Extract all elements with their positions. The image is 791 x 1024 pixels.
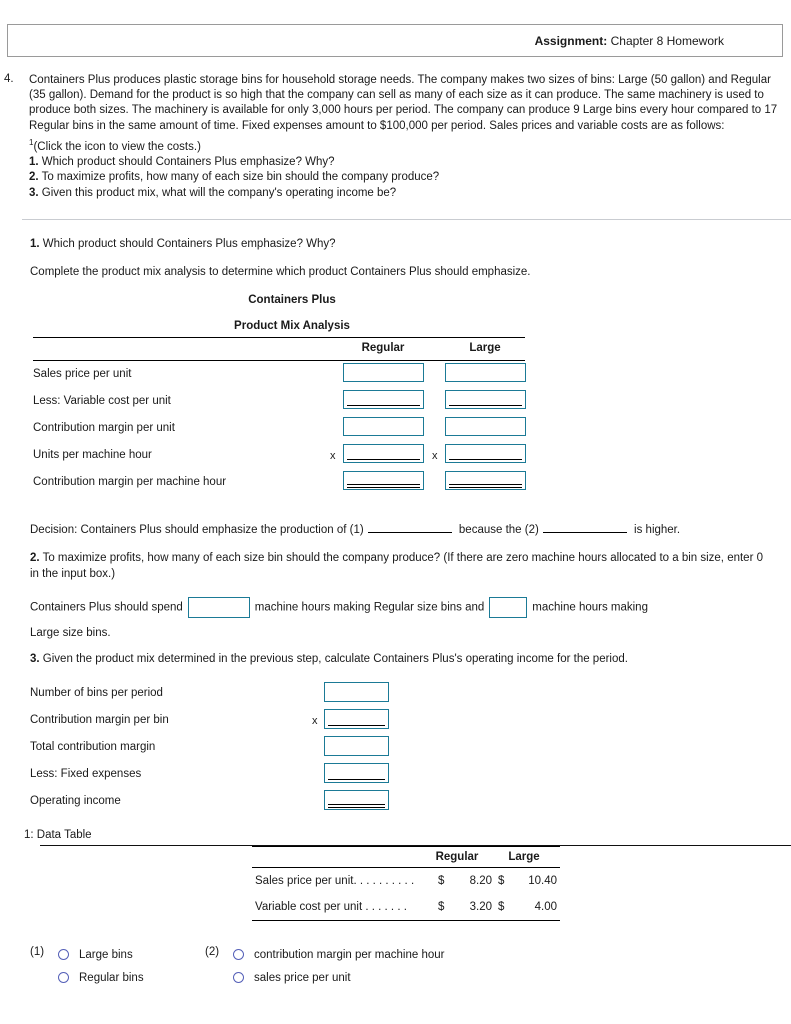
- input-fixed-expenses[interactable]: [324, 763, 389, 783]
- row-label-contribution-margin-per-unit: Contribution margin per unit: [33, 422, 175, 434]
- input-contribution-margin-per-bin[interactable]: [324, 709, 389, 729]
- table-row: [252, 868, 560, 894]
- value-variable-cost-large: 4.00: [534, 901, 557, 913]
- table-row: [33, 469, 525, 496]
- input-units-per-machine-hour-large[interactable]: [445, 444, 526, 463]
- radio-option-label: contribution margin per machine hour: [254, 948, 445, 961]
- part2-answer-line2: Large size bins.: [30, 627, 111, 639]
- currency-symbol-large: $: [498, 901, 505, 913]
- column-header-regular: Regular: [361, 342, 405, 354]
- click-icon-line[interactable]: [29, 135, 779, 155]
- assignment-value: Chapter 8 Homework: [610, 34, 724, 48]
- row-label-number-of-bins-per-period: Number of bins per period: [30, 687, 163, 699]
- part1-heading: [30, 238, 336, 250]
- assignment-label: Assignment:: [534, 34, 608, 48]
- currency-symbol-regular: $: [438, 901, 445, 913]
- sub-question-3-text: Given this product mix, what will the company's operating income be?: [41, 186, 397, 199]
- input-variable-cost-per-unit-regular[interactable]: [343, 390, 424, 409]
- operating-income-worksheet: [30, 681, 430, 816]
- input-number-of-bins-per-period[interactable]: [324, 682, 389, 702]
- sub-question-2-text: To maximize profits, how many of each size bin should the company produce?: [41, 171, 440, 184]
- part2-heading-num: 2.: [30, 552, 40, 564]
- row-label-units-per-machine-hour: Units per machine hour: [33, 449, 152, 461]
- part1-heading-text: Which product should Containers Plus emphasize? Why?: [42, 238, 336, 250]
- costs-data-table: [252, 846, 560, 921]
- part2-answer-line: [30, 597, 772, 618]
- multiply-symbol: x: [312, 715, 318, 727]
- currency-symbol-regular: $: [438, 875, 445, 887]
- input-sales-price-per-unit-regular[interactable]: [343, 363, 424, 382]
- row-label-sales-price-per-unit: Sales price per unit: [33, 368, 132, 380]
- single-underline: [328, 725, 385, 726]
- data-table-title: 1: Data Table: [24, 829, 92, 841]
- footnote-marker: 1: [29, 137, 34, 147]
- question-number: 4.: [4, 73, 14, 85]
- sub-question-1-num: 1.: [29, 155, 39, 168]
- part3-heading-num: 3.: [30, 653, 40, 665]
- table-row: [33, 415, 525, 442]
- list-item: [30, 762, 430, 789]
- data-table-bottom-rule: [252, 920, 560, 921]
- decision-prefix: Decision: Containers Plus should emphasize the production of: [30, 524, 347, 536]
- sub-question-3-num: 3.: [29, 186, 39, 199]
- single-underline: [449, 405, 522, 406]
- question-paragraph: Containers Plus produces plastic storage bins for household storage needs. The company makes two sizes of bins: Large (50 gallon) and Regular (35 gallon). Demand for the product is so high that the company can sell as many of each size as it can produce. The same machinery is used to produce both sizes. The machinery is available for only 3,000 hours per period. The company can produce 9 Large bins every hour compared to 17 Regular bins in the same amount of time. Fixed expenses amount to $100,000 per period. Sales prices and variable costs are as follows:: [29, 74, 778, 132]
- radio-option-label: Large bins: [79, 948, 133, 961]
- option-group-1-tag: (1): [30, 946, 45, 958]
- table-row: [33, 361, 525, 388]
- value-sales-price-regular: 8.20: [469, 875, 492, 887]
- input-variable-cost-per-unit-large[interactable]: [445, 390, 526, 409]
- double-underline: [328, 804, 385, 808]
- multiply-symbol-large: x: [432, 450, 438, 462]
- currency-symbol-large: $: [498, 875, 505, 887]
- decision-suffix: is higher.: [634, 524, 681, 536]
- data-column-header-large: Large: [508, 851, 540, 863]
- product-mix-analysis-table: [33, 294, 525, 496]
- row-label-variable-cost-per-unit: Less: Variable cost per unit: [33, 395, 171, 407]
- radio-option-large-bins[interactable]: [58, 943, 144, 966]
- row-label-less-fixed-expenses: Less: Fixed expenses: [30, 768, 142, 780]
- part1-heading-num: 1.: [30, 238, 40, 250]
- radio-option-sales-price-per-unit[interactable]: [233, 966, 445, 989]
- part1-instruction: Complete the product mix analysis to determine which product Containers Plus should emphasize.: [30, 266, 531, 278]
- multiply-symbol-regular: x: [330, 450, 336, 462]
- sub-question-2-num: 2.: [29, 171, 39, 184]
- input-sales-price-per-unit-large[interactable]: [445, 363, 526, 382]
- data-row-label-variable-cost: Variable cost per unit . . . . . . .: [255, 901, 407, 913]
- click-icon-text: (Click the icon to view the costs.): [33, 140, 201, 153]
- value-sales-price-large: 10.40: [528, 875, 557, 887]
- input-contribution-margin-per-unit-large[interactable]: [445, 417, 526, 436]
- table-row: [33, 442, 525, 469]
- list-item: [30, 735, 430, 762]
- decision-tag-1: (1): [349, 524, 364, 536]
- radio-option-contribution-margin-per-machine-hour[interactable]: [233, 943, 445, 966]
- input-contribution-margin-per-unit-regular[interactable]: [343, 417, 424, 436]
- single-underline: [347, 405, 420, 406]
- table-row: [252, 894, 560, 920]
- section-divider: [22, 219, 791, 220]
- list-item: [30, 681, 430, 708]
- part2-heading-text: To maximize profits, how many of each size bin should the company produce? (If there are zero machine hours allocated to a bin size, enter 0 in the input box.): [30, 552, 764, 580]
- row-label-contribution-margin-per-bin: Contribution margin per bin: [30, 714, 169, 726]
- radio-icon[interactable]: [233, 949, 244, 960]
- single-underline: [449, 459, 522, 460]
- decision-blank-1[interactable]: [368, 522, 452, 533]
- radio-option-regular-bins[interactable]: [58, 966, 144, 989]
- data-table-header-row: [252, 847, 560, 867]
- part2-answer-prefix: Containers Plus should spend: [30, 601, 183, 614]
- assignment-header-text: [535, 34, 724, 48]
- part2-answer-suffix: machine hours making: [532, 601, 648, 614]
- part2-heading: [30, 550, 772, 582]
- input-operating-income[interactable]: [324, 790, 389, 810]
- radio-icon[interactable]: [58, 949, 69, 960]
- table-row: [33, 388, 525, 415]
- input-machine-hours-regular[interactable]: [188, 597, 250, 618]
- product-mix-table-subtitle: Product Mix Analysis: [234, 320, 350, 332]
- sub-question-1-text: Which product should Containers Plus emphasize? Why?: [41, 155, 335, 168]
- radio-option-label: sales price per unit: [254, 971, 351, 984]
- decision-blank-2[interactable]: [543, 522, 627, 533]
- single-underline: [347, 459, 420, 460]
- double-underline: [449, 484, 522, 488]
- input-contribution-margin-per-machine-hour-regular[interactable]: [343, 471, 424, 490]
- row-label-operating-income: Operating income: [30, 795, 121, 807]
- sub-question-3: [29, 186, 779, 201]
- part3-heading-text: Given the product mix determined in the previous step, calculate Containers Plus's operating income for the period.: [42, 653, 628, 665]
- column-header-large: Large: [469, 342, 501, 354]
- input-machine-hours-large[interactable]: [489, 597, 527, 618]
- part3-heading: [30, 653, 628, 665]
- product-mix-table-title: Containers Plus: [248, 294, 336, 306]
- value-variable-cost-regular: 3.20: [469, 901, 492, 913]
- decision-tag-2: (2): [524, 524, 539, 536]
- list-item: [30, 789, 430, 816]
- sub-question-2: [29, 170, 779, 185]
- input-total-contribution-margin[interactable]: [324, 736, 389, 756]
- decision-middle: because the: [458, 524, 522, 536]
- row-label-total-contribution-margin: Total contribution margin: [30, 741, 156, 753]
- double-underline: [347, 484, 420, 488]
- list-item: [30, 708, 430, 735]
- data-column-header-regular: Regular: [435, 851, 479, 863]
- option-group-2-items: [233, 943, 445, 989]
- assignment-header-box: [7, 24, 783, 57]
- row-label-contribution-margin-per-machine-hour: Contribution margin per machine hour: [33, 476, 227, 488]
- option-group-2-tag: (2): [205, 946, 220, 958]
- radio-icon[interactable]: [58, 972, 69, 983]
- part2-answer-middle: machine hours making Regular size bins and: [254, 601, 485, 614]
- sub-question-1: [29, 155, 779, 170]
- radio-option-label: Regular bins: [79, 971, 144, 984]
- product-mix-header-row: [33, 338, 525, 360]
- input-units-per-machine-hour-regular[interactable]: [343, 444, 424, 463]
- decision-sentence: [30, 522, 680, 536]
- question-body: [29, 73, 779, 201]
- option-group-1-items: [58, 943, 144, 989]
- data-row-label-sales-price: Sales price per unit. . . . . . . . . .: [255, 875, 415, 887]
- radio-icon[interactable]: [233, 972, 244, 983]
- single-underline: [328, 779, 385, 780]
- input-contribution-margin-per-machine-hour-large[interactable]: [445, 471, 526, 490]
